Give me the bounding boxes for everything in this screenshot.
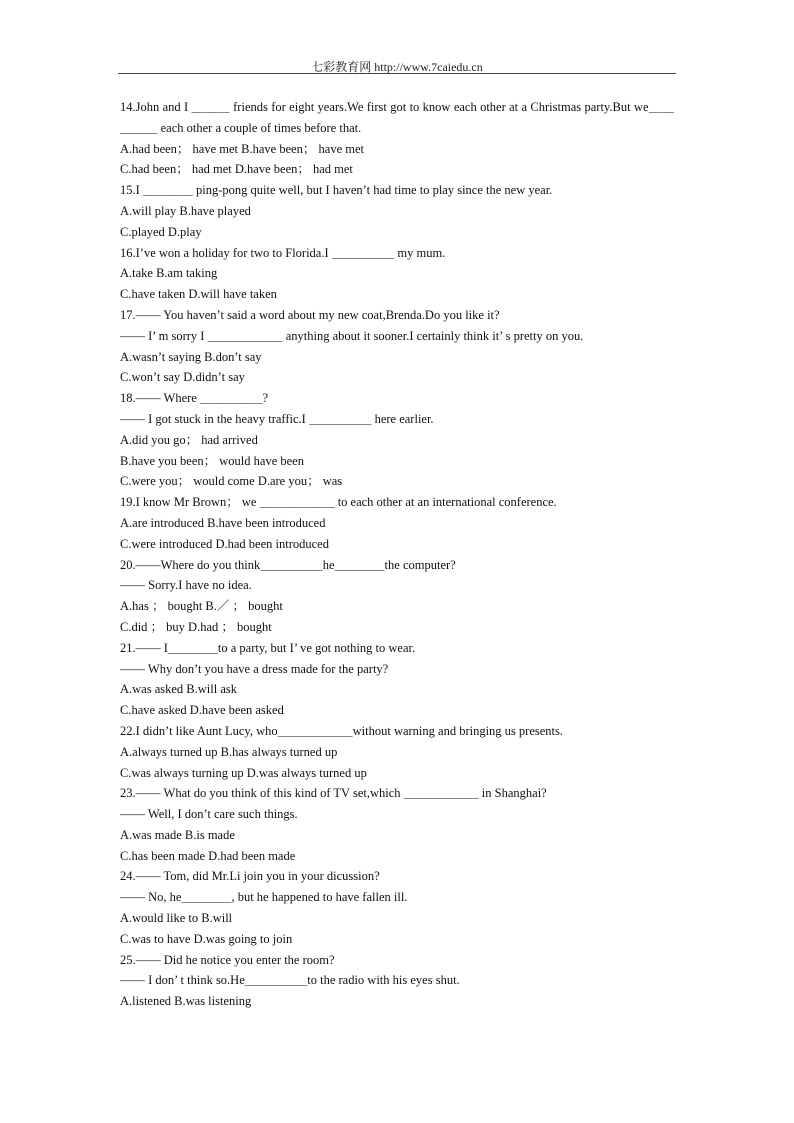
question-17-stem: 17.—— You haven’t said a word about my new coat,Brenda.Do you like it?: [120, 307, 500, 322]
header-url: http://www.7caiedu.cn: [374, 60, 483, 74]
question-19-options-cd: C.were introduced D.had been introduced: [120, 536, 329, 551]
question-18-stem: 18.—— Where ＿＿＿＿＿?: [120, 391, 269, 406]
question-21-options-cd: C.have asked D.have been asked: [120, 703, 284, 718]
question-25-reply: —— I don’ t think so.He＿＿＿＿＿to the radio with his eyes shut.: [120, 973, 460, 988]
question-17-reply: —— I’ m sorry I ＿＿＿＿＿＿ anything about it sooner.I certainly think it’ s pretty on you.: [120, 328, 584, 343]
question-18-option-a: A.did you go； had arrived: [120, 432, 258, 447]
header-site-name: 七彩教育网: [311, 60, 372, 74]
question-18-options-cd: C.were you； would come D.are you； was: [120, 474, 343, 489]
question-18-reply: —— I got stuck in the heavy traffic.I ＿＿＿＿＿ here earlier.: [120, 411, 434, 426]
question-23-reply: —— Well, I don’t care such things.: [120, 807, 298, 822]
question-22-options-ab: A.always turned up B.has always turned up: [120, 744, 338, 759]
question-23-options-ab: A.was made B.is made: [120, 827, 235, 842]
question-20-stem: 20.——Where do you think＿＿＿＿＿he＿＿＿＿the computer?: [120, 557, 456, 572]
question-23-stem: 23.—— What do you think of this kind of TV set,which ＿＿＿＿＿＿ in Shanghai?: [120, 786, 547, 801]
question-14-stem: 14.John and I ＿＿＿ friends for eight years.We first got to know each other at a Christmas party.But we＿＿＿＿＿ each other a couple of times before that.: [120, 100, 674, 135]
question-22-stem: 22.I didn’t like Aunt Lucy, who＿＿＿＿＿＿without warning and bringing us presents.: [120, 723, 564, 738]
question-20-reply: —— Sorry.I have no idea.: [120, 578, 252, 593]
question-24-options-cd: C.was to have D.was going to join: [120, 931, 293, 946]
question-14-options-cd: C.had been； had met D.have been； had met: [120, 162, 353, 177]
question-25-stem: 25.—— Did he notice you enter the room?: [120, 952, 335, 967]
question-22-options-cd: C.was always turning up D.was always turned up: [120, 765, 367, 780]
question-23-options-cd: C.has been made D.had been made: [120, 848, 296, 863]
question-24-reply: —— No, he＿＿＿＿, but he happened to have fallen ill.: [120, 890, 408, 905]
question-21-reply: —— Why don’t you have a dress made for the party?: [120, 661, 389, 676]
question-21-options-ab: A.was asked B.will ask: [120, 682, 237, 697]
question-16-stem: 16.I’ve won a holiday for two to Florida.I ＿＿＿＿＿ my mum.: [120, 245, 446, 260]
question-15-stem: 15.I ＿＿＿＿ ping-pong quite well, but I haven’t had time to play since the new year.: [120, 183, 553, 198]
question-19-stem: 19.I know Mr Brown； we ＿＿＿＿＿＿ to each other at an international conference.: [120, 495, 557, 510]
question-16-options-cd: C.have taken D.will have taken: [120, 287, 277, 302]
question-list: [120, 97, 674, 1012]
question-24-stem: 24.—— Tom, did Mr.Li join you in your dicussion?: [120, 869, 380, 884]
question-24-options-ab: A.would like to B.will: [120, 911, 233, 926]
question-14-options-ab: A.had been； have met B.have been； have met: [120, 141, 365, 156]
question-21-stem: 21.—— I＿＿＿＿to a party, but I’ ve got nothing to wear.: [120, 640, 416, 655]
question-18-option-b: B.have you been； would have been: [120, 453, 304, 468]
question-20-options-ab: A.has ； bought B.／ ； bought: [120, 599, 283, 614]
question-17-options-cd: C.won’t say D.didn’t say: [120, 370, 245, 385]
question-25-options-ab: A.listened B.was listening: [120, 994, 252, 1009]
question-15-options-cd: C.played D.play: [120, 224, 202, 239]
question-16-options-ab: A.take B.am taking: [120, 266, 218, 281]
question-20-options-cd: C.did ； buy D.had ； bought: [120, 619, 272, 634]
question-15-options-ab: A.will play B.have played: [120, 203, 251, 218]
header-rule: [118, 73, 676, 74]
question-19-options-ab: A.are introduced B.have been introduced: [120, 515, 326, 530]
question-17-options-ab: A.wasn’t saying B.don’t say: [120, 349, 262, 364]
